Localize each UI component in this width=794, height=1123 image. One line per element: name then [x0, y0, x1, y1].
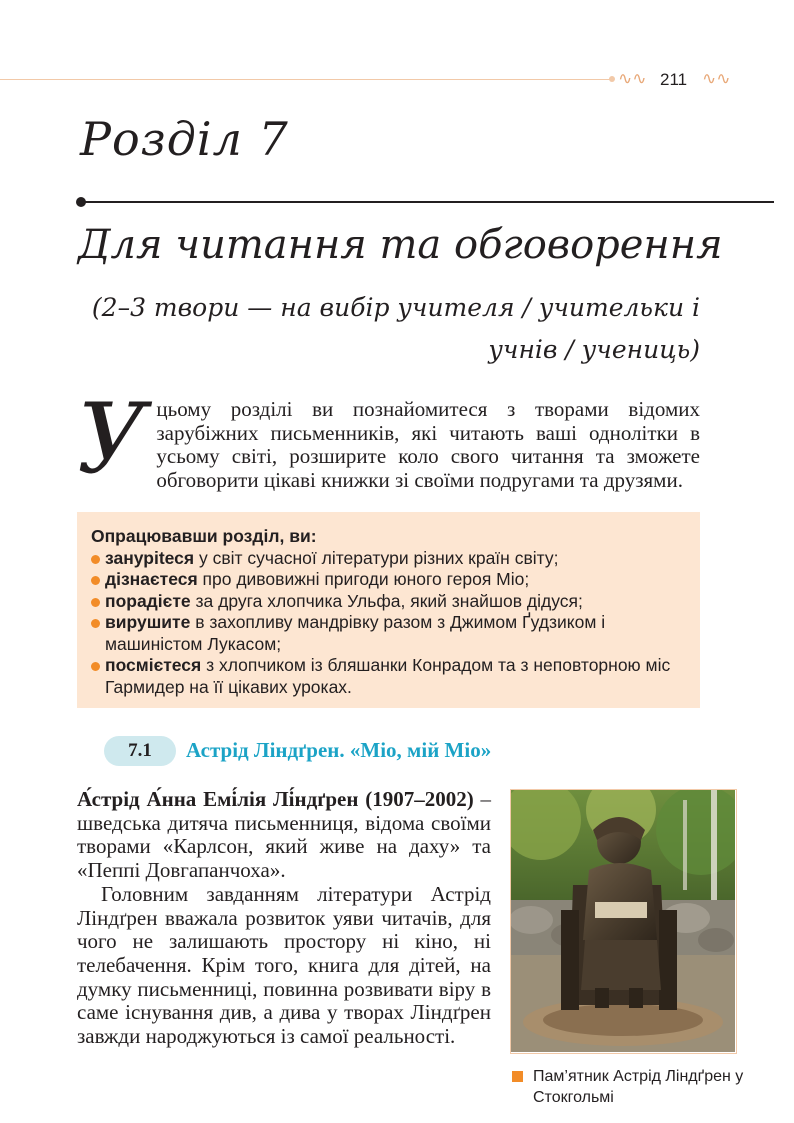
author-name: А́стрід А́нна Емі́лія Лі́ндґрен (1907–2002) [77, 787, 474, 811]
objectives-heading: Опрацювавши розділ, ви: [91, 526, 317, 546]
objective-text: з хлопчиком із бляшанки Конрадом та з неповторною міс Гармидер на її цікавих уроках. [105, 655, 671, 697]
objective-text: про дивовижні пригоди юного героя Міо; [197, 569, 530, 589]
objectives-list [91, 548, 688, 699]
page-number: 211 [660, 70, 688, 89]
objective-verb: посмієтеся [105, 655, 202, 675]
bio-text [77, 788, 491, 1049]
bio-paragraph-1-text: – шведська дитяча письменниця, відома своїми творами «Карлсон, який живе на даху» та «Пеппі Довгапанчоха». [77, 787, 492, 883]
objective-verb: занурitеся [105, 547, 195, 568]
objective-text: у світ сучасної літератури різних країн світу; [194, 547, 559, 568]
objective-text: в захопливу мандрівку разом з Джимом Ґудзиком і машиністом Лукасом; [105, 612, 606, 654]
photo-caption: Пам’ятник Астрід Ліндґрен у Стокгольмі [533, 1068, 744, 1106]
monument-photo [510, 789, 737, 1054]
section-rule [84, 201, 774, 203]
monument-illustration [511, 790, 735, 1052]
header-rule [0, 79, 610, 80]
objective-item [91, 591, 688, 613]
objective-verb: дізнаєтеся [105, 569, 198, 589]
ornament-left-icon: ∿∿ [618, 69, 647, 89]
objective-item [91, 655, 688, 698]
bio-paragraph-2: Головним завданням літератури Астрід Ліндґрен вважала розвиток уяви читачів, для чого не залишають простору ні кіно, ні телебачення. Крім того, книга для дітей, на думку письменниці, повинна розвивати віру в саме існування див, а дива у творах Ліндґрен завжди народжуються із самої реальності. [77, 881, 491, 1049]
objective-verb: порадієте [105, 590, 191, 611]
objective-item [91, 548, 688, 570]
objective-item [91, 569, 688, 591]
objectives-box [77, 512, 700, 708]
lesson-number-badge: 7.1 [104, 736, 176, 766]
chapter-subtitle: (2–3 твори — на вибір учителя / учительки і учнів / учениць) [91, 293, 700, 364]
objective-item [91, 612, 688, 655]
caption-marker [512, 1071, 523, 1082]
chapter-title: Для читання та обговорення [78, 222, 723, 268]
section-label: Розділ 7 [80, 112, 289, 166]
drop-cap: У [77, 383, 147, 495]
lesson-title: Астрід Ліндґрен. «Міо, мій Міо» [186, 738, 492, 762]
objective-text: за друга хлопчика Ульфа, який знайшов дідуся; [190, 590, 583, 611]
ornament-right-icon: ∿∿ [702, 69, 731, 89]
header-rule-dot [609, 76, 615, 82]
objective-verb: вирушите [105, 612, 191, 632]
intro-paragraph [77, 383, 700, 495]
intro-text: цьому розділі ви познайомитеся з творами відомих зарубіжних письменників, які читають ваші однолітки в усьому світі, розширите коло свого читання та зможете обговорити цікаві книжки зі своїми подругами та друзями. [156, 397, 700, 492]
bio-paragraph-1 [77, 788, 491, 883]
